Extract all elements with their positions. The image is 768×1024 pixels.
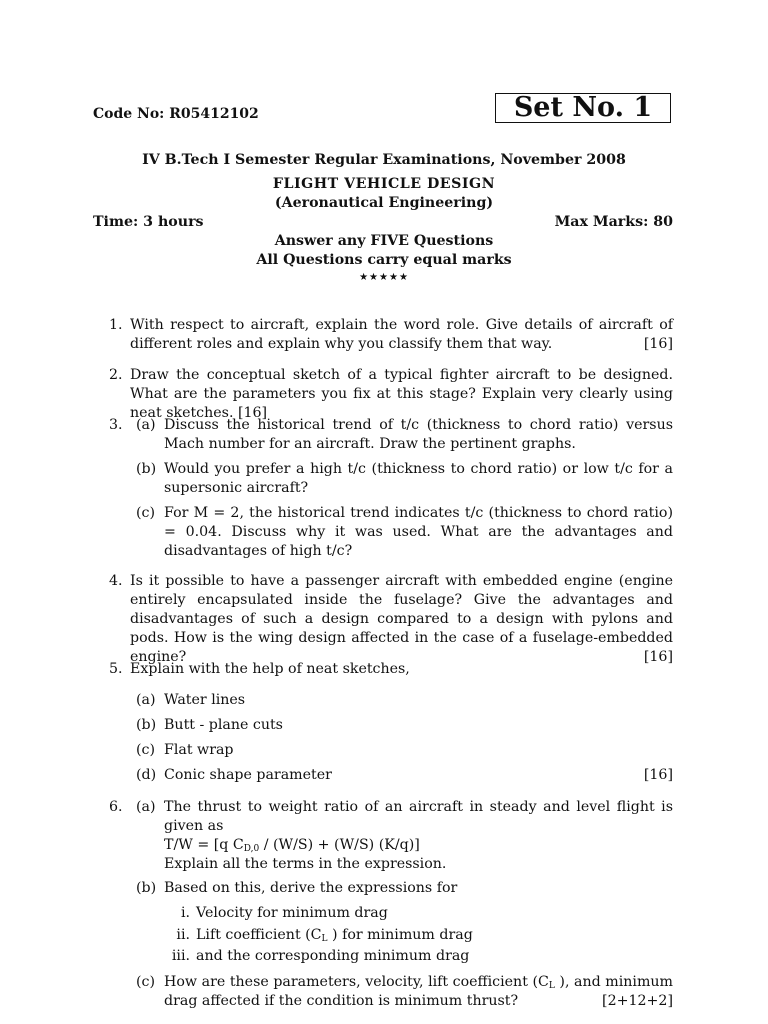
sub-text: Conic shape parameter bbox=[164, 767, 332, 783]
question-2 bbox=[93, 366, 673, 423]
question-text: Draw the conceptual sketch of a typical fighter aircraft to be designed. What are the parameters you fix at this stage? Explain very clearly using neat sketches. [16] bbox=[130, 367, 673, 421]
sub-text-line: The thrust to weight ratio of an aircraft in steady and level flight is given as bbox=[164, 799, 673, 834]
question-6b-iii: iii. and the corresponding minimum drag bbox=[171, 948, 470, 964]
question-text: Is it possible to have a passenger aircraft with embedded engine (engine entirely encapsulated inside the fuselage? Give the advantages and disadvantages of such a design compared to a design with pylons and pods. How is the wing design affected in the case of a fuselage-embedded engine? bbox=[130, 573, 673, 665]
instruction-equal-marks: All Questions carry equal marks bbox=[256, 252, 512, 268]
question-text: With respect to aircraft, explain the word role. Give details of aircraft of different roles and explain why you classify them that way. bbox=[130, 317, 673, 352]
instruction-answer-five: Answer any FIVE Questions bbox=[274, 233, 494, 249]
question-5b bbox=[136, 716, 673, 735]
max-marks: Max Marks: 80 bbox=[554, 214, 673, 230]
sub-label: (a) bbox=[136, 417, 156, 433]
stars-divider: ★★★★★ bbox=[359, 272, 409, 283]
question-6a bbox=[136, 798, 673, 874]
question-number: 2. bbox=[109, 367, 123, 383]
sub-label: (c) bbox=[136, 742, 156, 758]
sub-text: Based on this, derive the expressions for bbox=[164, 880, 458, 896]
question-marks: [16] bbox=[643, 336, 673, 352]
course-title: FLIGHT VEHICLE DESIGN bbox=[272, 176, 496, 192]
question-marks: [16] bbox=[643, 767, 673, 783]
question-5d bbox=[136, 766, 673, 785]
sub-label: (b) bbox=[136, 717, 157, 733]
question-marks: [2+12+2] bbox=[602, 993, 673, 1009]
question-number: 4. bbox=[109, 573, 123, 589]
question-6b-ii: ii. Lift coefficient ($C_L$ ) for minimum drag bbox=[176, 927, 473, 944]
sub-label: (a) bbox=[136, 692, 156, 708]
question-4 bbox=[93, 572, 673, 667]
question-5a bbox=[136, 691, 673, 710]
question-3b bbox=[136, 460, 673, 498]
exam-time: Time: 3 hours bbox=[93, 214, 204, 230]
sub-label: (a) bbox=[136, 799, 156, 815]
sub-label: (c) bbox=[136, 974, 156, 990]
sub-text: Water lines bbox=[164, 692, 246, 708]
sub-label: (c) bbox=[136, 505, 156, 521]
question-5 bbox=[93, 660, 673, 790]
question-3c bbox=[136, 504, 673, 561]
sub-text: For M = 2, the historical trend indicates t/c (thickness to chord ratio) = 0.04. Discuss why it was used. What are the advantages and disadvantages of high t/c? bbox=[164, 505, 673, 559]
exam-title: IV B.Tech I Semester Regular Examinations, November 2008 bbox=[142, 152, 626, 168]
question-marks: [16] bbox=[643, 649, 673, 665]
code-number: Code No: R05412102 bbox=[93, 106, 259, 122]
question-number: 3. bbox=[109, 417, 123, 433]
question-number: 1. bbox=[109, 317, 123, 333]
sub-label: (d) bbox=[136, 767, 157, 783]
question-number: 6. bbox=[109, 799, 123, 815]
sub-label: (b) bbox=[136, 880, 157, 896]
sub-text: Discuss the historical trend of t/c (thickness to chord ratio) versus Mach number for an aircraft. Draw the pertinent graphs. bbox=[164, 417, 673, 452]
sub-text: Flat wrap bbox=[164, 742, 234, 758]
sub-text: Would you prefer a high t/c (thickness to chord ratio) or low t/c for a supersonic aircraft? bbox=[164, 461, 673, 496]
question-number: 5. bbox=[109, 661, 123, 677]
question-1 bbox=[93, 316, 673, 354]
sub-label: (b) bbox=[136, 461, 157, 477]
question-6b bbox=[136, 879, 673, 898]
question-6c: (c) How are these parameters, velocity, lift coefficient ($C_L$ ), and minimum drag affected if the condition is minimum thrust? [2+12+2] bbox=[136, 974, 673, 1009]
question-5c bbox=[136, 741, 673, 760]
set-number-box: Set No. 1 bbox=[495, 93, 671, 123]
sub-text-line: Explain all the terms in the expression. bbox=[164, 856, 447, 872]
question-text: Explain with the help of neat sketches, bbox=[130, 661, 410, 677]
thrust-weight-equation: T/W = [q $C_{D,0} / (W/S) + (W/S)$ (K/q)] bbox=[164, 837, 420, 854]
question-6b-i: i. Velocity for minimum drag bbox=[180, 905, 388, 921]
question-3a bbox=[136, 416, 673, 454]
question-6 bbox=[93, 798, 673, 1013]
sub-text: Butt - plane cuts bbox=[164, 717, 283, 733]
branch-name: (Aeronautical Engineering) bbox=[274, 195, 494, 211]
